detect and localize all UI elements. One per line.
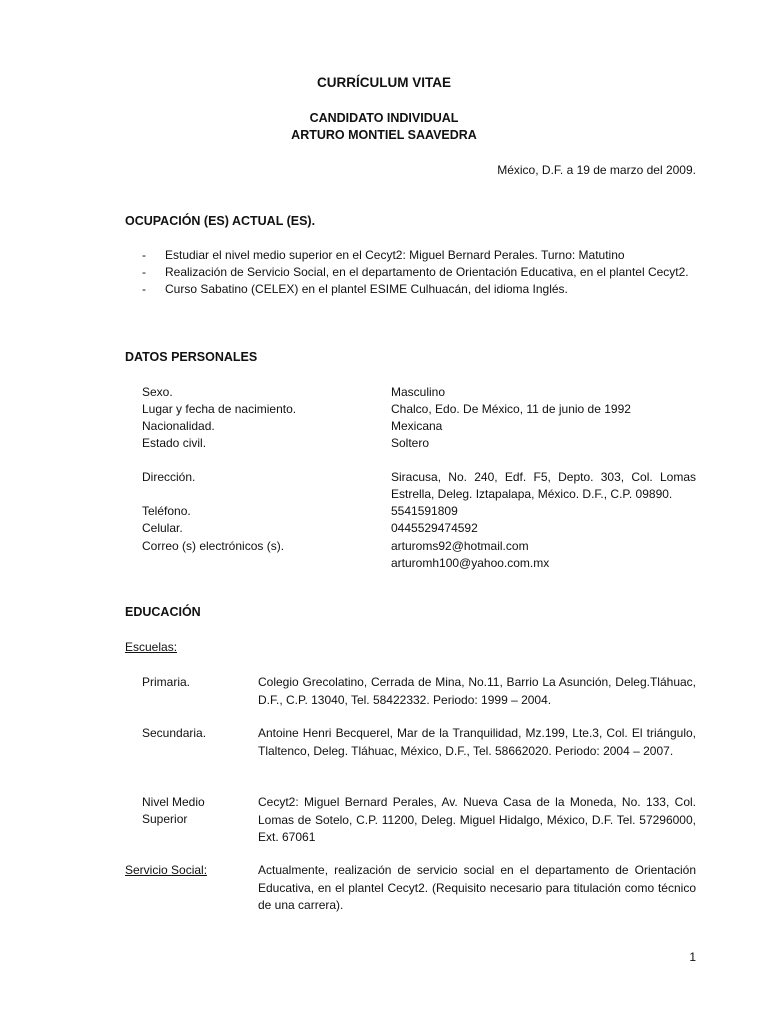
list-item: - Curso Sabatino (CELEX) en el plantel ESIME Culhuacán, del idioma Inglés. [140,281,696,298]
occupation-list [140,247,696,298]
candidate-type: CANDIDATO INDIVIDUAL [309,111,459,125]
field-value: Colegio Grecolatino, Cerrada de Mina, No.11, Barrio La Asunción, Deleg.Tláhuac, D.F., C.P. 13040, Tel. 58422332. Periodo: 1999 – 2004. [258,675,696,707]
document-date: México, D.F. a 19 de marzo del 2009. [497,163,696,177]
email-value: arturomh100@yahoo.com.mx [391,556,550,570]
field-label: Lugar y fecha de nacimiento. [142,402,297,416]
field-value: Mexicana [391,419,443,433]
field-label: Servicio Social: [125,863,208,877]
field-value: 0445529474592 [391,521,478,535]
field-value: Masculino [391,385,446,399]
field-value: Siracusa, No. 240, Edf. F5, Depto. 303, Col. Lomas Estrella, Deleg. Iztapalapa, México. D.F., C.P. 09890. [391,470,696,501]
education-heading: EDUCACIÓN [125,605,201,619]
page-number: 1 [689,950,696,964]
field-label: Dirección. [142,470,196,484]
field-label: Primaria. [142,675,191,689]
field-value: Cecyt2: Miguel Bernard Perales, Av. Nueva Casa de la Moneda, No. 133, Col. Lomas de Sotelo, C.P. 11200, Deleg. Miguel Hidalgo, México, D.F. Tel. 57296000, Ext. 67061 [258,795,696,844]
field-label: Nacionalidad. [142,419,215,433]
field-label: Celular. [142,521,183,535]
candidate-name: ARTURO MONTIEL SAAVEDRA [291,128,477,142]
list-item: - Estudiar el nivel medio superior en el Cecyt2: Miguel Bernard Perales. Turno: Matutino [140,247,696,264]
document-title: CURRÍCULUM VITAE [317,75,451,90]
field-value: Antoine Henri Becquerel, Mar de la Tranquilidad, Mz.199, Lte.3, Col. El triángulo, Tlaltenco, Deleg. Tláhuac, México, D.F., Tel. 58662020. Periodo: 2004 – 2007. [258,726,696,758]
field-label-line: Superior [142,812,188,826]
field-value: 5541591809 [391,504,458,518]
field-label-line: Nivel Medio [142,795,205,809]
field-label: Teléfono. [142,504,191,518]
field-label: Secundaria. [142,726,207,740]
list-item: - Realización de Servicio Social, en el departamento de Orientación Educativa, en el plantel Cecyt2. [140,264,696,281]
field-label: Estado civil. [142,436,207,450]
email-value: arturoms92@hotmail.com [391,539,529,553]
field-label: Sexo. [142,385,173,399]
field-value: Actualmente, realización de servicio social en el departamento de Orientación Educativa, en el plantel Cecyt2. (Requisito necesario para titulación como técnico de una carrera). [258,863,696,912]
occupation-heading: OCUPACIÓN (ES) ACTUAL (ES). [125,214,316,228]
personal-data-heading: DATOS PERSONALES [125,350,258,364]
field-value: Chalco, Edo. De México, 11 de junio de 1992 [391,402,631,416]
field-value: Soltero [391,436,430,450]
schools-label: Escuelas: [125,640,178,654]
field-label: Correo (s) electrónicos (s). [142,539,285,553]
field-label [142,794,247,828]
